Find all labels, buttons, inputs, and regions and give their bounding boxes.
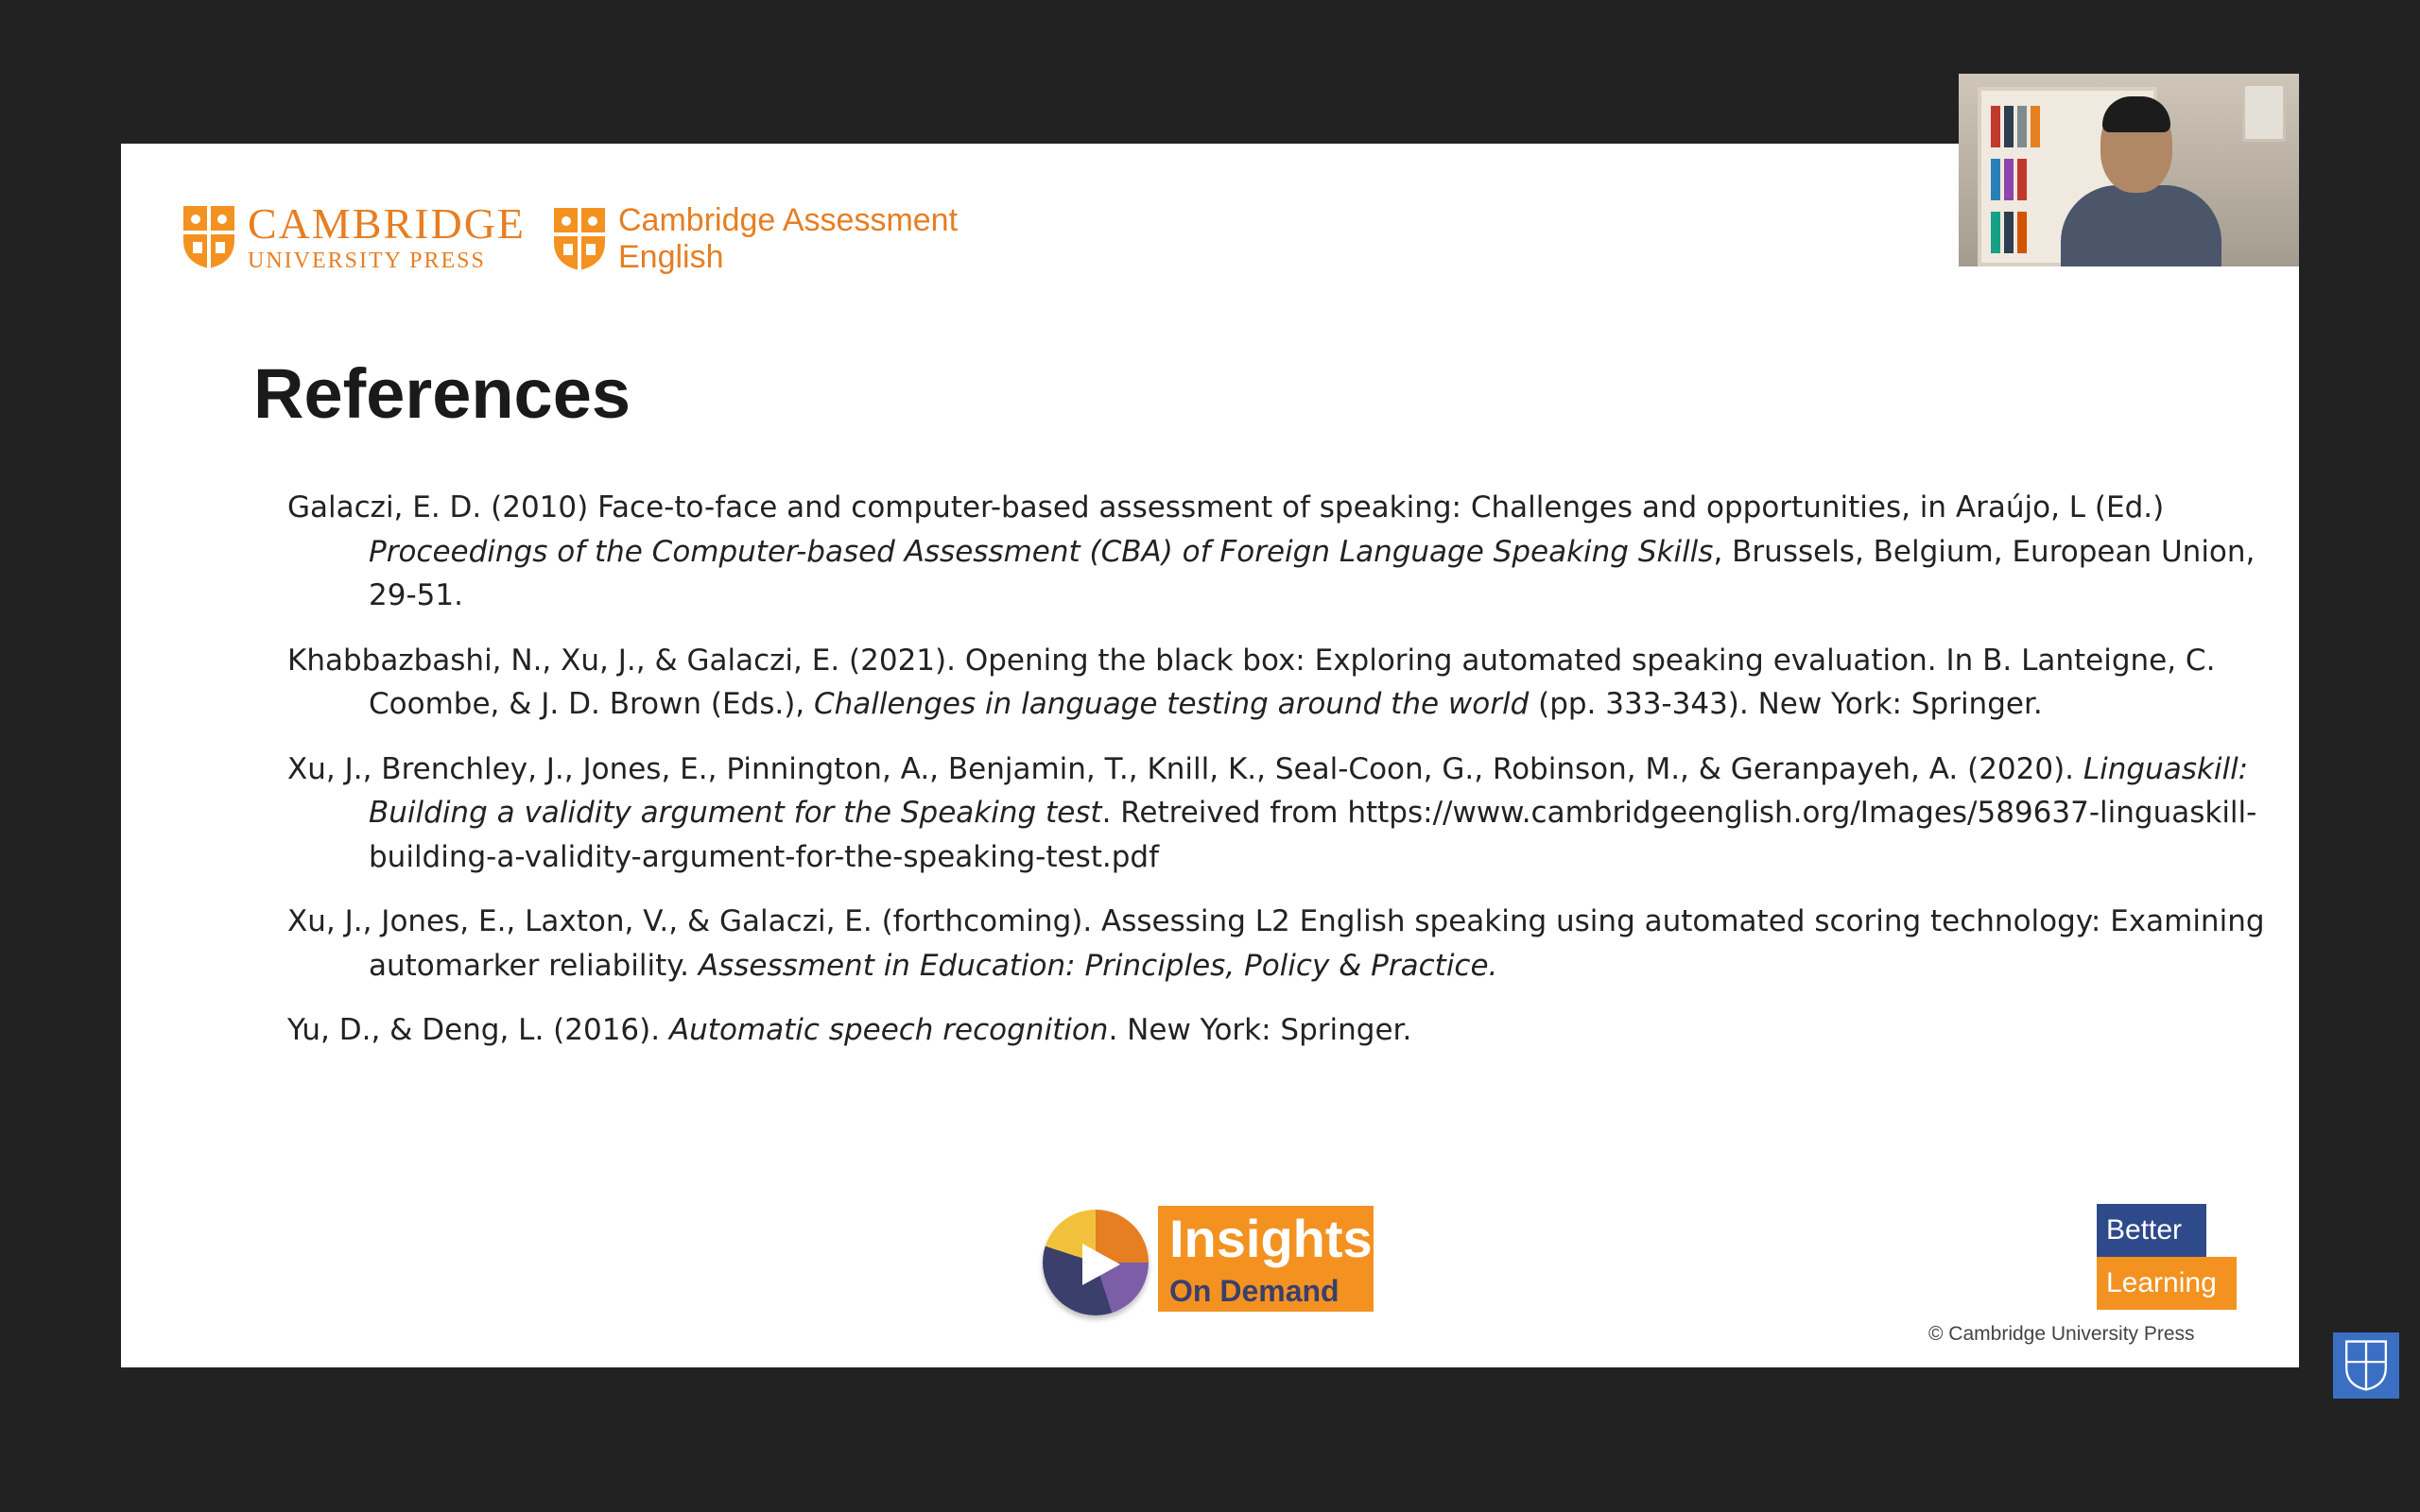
reference-text: Yu, D., & Deng, L. (2016). bbox=[287, 1013, 669, 1047]
cambridge-assessment-english-logo bbox=[552, 202, 958, 276]
reference-item bbox=[287, 747, 2273, 880]
reference-title: Challenges in language testing around the world bbox=[814, 687, 1530, 721]
insights-badge bbox=[1158, 1206, 1374, 1312]
reference-title: Linguaskill: Building a validity argument for the Speaking test bbox=[369, 751, 2249, 830]
reference-text: Khabbazbashi, N., Xu, J., & Galaczi, E. (2021). Opening the black box: Exploring automated speaking evaluation. In B. Lanteigne, C. Coombe, & J. D. Brown (Eds.), bbox=[287, 643, 2216, 721]
better-learning-line1: Better bbox=[2097, 1204, 2206, 1257]
slide-title: References bbox=[253, 354, 631, 433]
cae-logo-line1: Cambridge Assessment bbox=[618, 202, 959, 238]
cambridge-crest-icon bbox=[2344, 1340, 2388, 1391]
reference-title: Assessment in Education: Principles, Policy & Practice. bbox=[698, 948, 1498, 983]
insights-line2: On Demand bbox=[1169, 1274, 1340, 1308]
cup-logo-line2: UNIVERSITY PRESS bbox=[248, 249, 486, 273]
reference-text: Xu, J., Brenchley, J., Jones, E., Pinnington, A., Benjamin, T., Knill, K., Seal-Coon, G., Robinson, M., & Geranpayeh, A. (2020). bbox=[287, 751, 2083, 786]
reference-item bbox=[287, 486, 2273, 618]
better-learning-line2: Learning bbox=[2097, 1257, 2237, 1310]
copyright-notice: © Cambridge University Press bbox=[1928, 1323, 2195, 1345]
reference-title: Automatic speech recognition bbox=[668, 1013, 1109, 1047]
reference-title: Proceedings of the Computer-based Assessment (CBA) of Foreign Language Speaking Skills bbox=[369, 534, 1714, 569]
presentation-slide bbox=[121, 144, 2299, 1367]
better-learning-logo bbox=[2097, 1204, 2237, 1310]
reference-text: , Brussels, Belgium, European Union, 29-51. bbox=[369, 534, 2256, 612]
speaker-webcam-thumbnail[interactable] bbox=[1959, 74, 2299, 266]
speaker-body bbox=[2061, 185, 2221, 266]
cambridge-university-press-logo bbox=[182, 199, 527, 273]
references-list bbox=[287, 486, 2273, 1074]
reference-item bbox=[287, 900, 2273, 988]
insights-on-demand-logo bbox=[1043, 1202, 1383, 1315]
cup-logo-line1: CAMBRIDGE bbox=[248, 199, 527, 248]
reference-text: Xu, J., Jones, E., Laxton, V., & Galaczi, E. (forthcoming). Assessing L2 English speaking using automated scoring technology: Examining automarker reliability. bbox=[287, 904, 2265, 983]
cambridge-crest-icon bbox=[552, 206, 607, 272]
reference-item bbox=[287, 1008, 2273, 1053]
reference-text: . New York: Springer. bbox=[1108, 1013, 1412, 1047]
insights-line1: Insights bbox=[1169, 1209, 1373, 1268]
speaker-hair bbox=[2102, 96, 2170, 132]
wall-frame bbox=[2242, 83, 2286, 142]
cambridge-crest-button[interactable] bbox=[2333, 1332, 2399, 1399]
play-icon bbox=[1043, 1210, 1149, 1315]
cambridge-crest-icon bbox=[182, 204, 236, 270]
reference-text: Galaczi, E. D. (2010) Face-to-face and computer-based assessment of speaking: Challenges and opportunities, in Araújo, L (Ed.) bbox=[287, 490, 2165, 524]
cae-logo-line2: English bbox=[618, 239, 724, 276]
reference-text: (pp. 333-343). New York: Springer. bbox=[1529, 687, 2043, 721]
reference-item bbox=[287, 639, 2273, 727]
reference-text: . Retreived from https://www.cambridgeenglish.org/Images/589637-linguaskill-building-a-validity-argument-for-the-speaking-test.pdf bbox=[369, 796, 2257, 874]
